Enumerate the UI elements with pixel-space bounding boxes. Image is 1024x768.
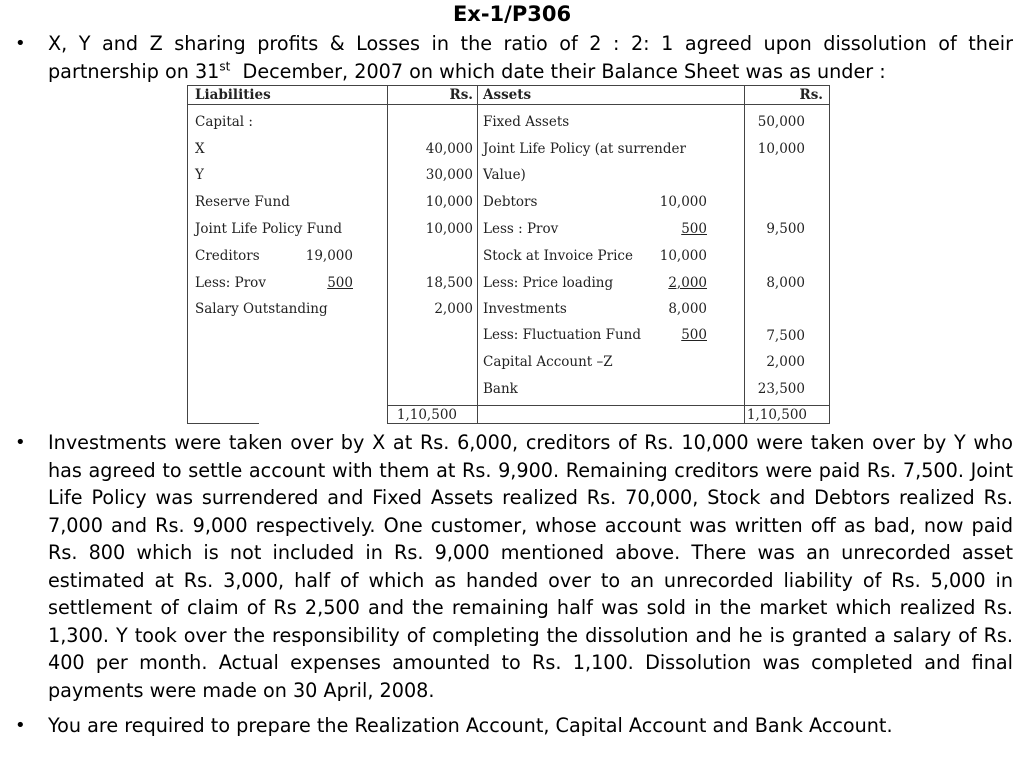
table-header-rule	[187, 104, 830, 105]
liab-total: 1,10,500	[396, 407, 457, 423]
asset-investments-gross: 8,000	[668, 301, 707, 317]
liab-less-prov-amount: 500	[327, 275, 353, 291]
table-right-border	[829, 85, 830, 424]
header-rs-right: Rs.	[799, 87, 823, 103]
asset-jlp: Joint Life Policy (at surrender	[483, 141, 686, 157]
asset-stock-net: 8,000	[766, 275, 805, 291]
asset-fluctuation-amount: 500	[681, 327, 707, 343]
liab-reserve-amount: 10,000	[425, 194, 473, 210]
asset-bank-amount: 23,500	[757, 381, 805, 397]
bullet-intro	[15, 30, 1013, 85]
asset-fluctuation-fund: Less: Fluctuation Fund	[483, 327, 642, 343]
liab-reserve-fund: Reserve Fund	[195, 194, 290, 210]
asset-bank: Bank	[483, 381, 518, 397]
asset-price-loading: Less: Price loading	[483, 275, 614, 291]
asset-debtors-gross: 10,000	[659, 194, 707, 210]
bullet-requirement	[15, 712, 1013, 740]
ordinal-suffix: st	[219, 59, 231, 74]
asset-jlp-cont: Value)	[483, 167, 526, 183]
asset-fixed-amount: 50,000	[757, 114, 805, 130]
balance-sheet-table	[187, 85, 830, 425]
liab-salary-amount: 2,000	[434, 301, 473, 317]
bullet-intro-text-end: December, 2007 on which date their Balance Sheet was as under :	[230, 59, 886, 83]
asset-debtors-less-prov: Less : Prov	[483, 221, 559, 237]
slide-title: Ex-1/P306	[452, 2, 572, 26]
asset-investments-net: 7,500	[766, 328, 805, 344]
asset-investments: Investments	[483, 301, 567, 317]
table-bottom-rule-left	[187, 423, 259, 424]
bullet-details-text: Investments were taken over by X at Rs. 6,000, creditors of Rs. 10,000 were taken over by Y who has agreed to settle account with them at Rs. 9,900. Remaining creditors were paid Rs. 7,500. Joint Life Policy was surrendered and Fixed Assets realized Rs. 70,000, Stock and Debtors realized Rs. 7,000 and Rs. 9,000 respectively. One customer, whose account was written off as bad, now paid Rs. 800 which is not included in Rs. 9,000 mentioned above. There was an unrecorded asset estimated at Rs. 3,000, half of which as handed over to an unrecorded liability of Rs. 5,000 in settlement of claim of Rs 2,500 and the remaining half was sold in the market which realized Rs. 1,300. Y took over the responsibility of completing the dissolution and he is granted a salary of Rs. 400 per month. Actual expenses amounted to Rs. 1,100. Dissolution was completed and final payments were made on 30 April, 2008.	[48, 431, 1013, 702]
bullet-intro-text: X, Y and Z sharing profits & Losses in the ratio of 2 : 2: 1 agreed upon dissolution of their partnership on 31	[48, 32, 1013, 83]
asset-total: 1,10,500	[746, 407, 807, 423]
liab-x-amount: 40,000	[425, 141, 473, 157]
bullet-requirement-text: You are required to prepare the Realization Account, Capital Account and Bank Account.	[48, 714, 893, 737]
asset-capital-z-amount: 2,000	[766, 354, 805, 370]
table-total-top-rule	[387, 405, 830, 406]
liab-less-prov: Less: Prov	[195, 275, 266, 291]
asset-debtors-prov-amount: 500	[681, 221, 707, 237]
asset-debtors: Debtors	[483, 194, 538, 210]
asset-debtors-net: 9,500	[766, 221, 805, 237]
table-col-divider-right	[744, 85, 745, 424]
header-rs-left: Rs.	[449, 87, 473, 103]
asset-fixed: Fixed Assets	[483, 114, 570, 130]
table-top-rule	[187, 85, 830, 86]
asset-stock: Stock at Invoice Price	[483, 248, 633, 264]
header-liabilities: Liabilities	[195, 87, 271, 103]
liab-y: Y	[195, 167, 204, 183]
asset-stock-gross: 10,000	[659, 248, 707, 264]
liab-x: X	[195, 141, 205, 157]
header-assets: Assets	[483, 87, 532, 103]
liab-creditors-net: 18,500	[425, 275, 473, 291]
asset-jlp-amount: 10,000	[757, 141, 805, 157]
table-left-border	[187, 85, 188, 424]
liab-creditors-gross: 19,000	[305, 248, 353, 264]
liab-jlp-fund-amount: 10,000	[425, 221, 473, 237]
asset-capital-z: Capital Account –Z	[483, 354, 613, 370]
asset-price-loading-amount: 2,000	[668, 275, 707, 291]
liab-jlp-fund: Joint Life Policy Fund	[195, 221, 343, 237]
bullet-dot: •	[15, 33, 26, 54]
table-mid-divider	[477, 85, 478, 424]
liab-creditors: Creditors	[195, 248, 260, 264]
bullet-details	[15, 429, 1013, 704]
table-bottom-rule	[387, 423, 830, 424]
liab-salary-outstanding: Salary Outstanding	[195, 301, 328, 317]
table-col-divider	[387, 85, 388, 424]
bullet-dot: •	[15, 715, 26, 736]
liab-y-amount: 30,000	[425, 167, 473, 183]
liab-capital: Capital :	[195, 114, 253, 130]
bullet-dot: •	[15, 432, 26, 453]
